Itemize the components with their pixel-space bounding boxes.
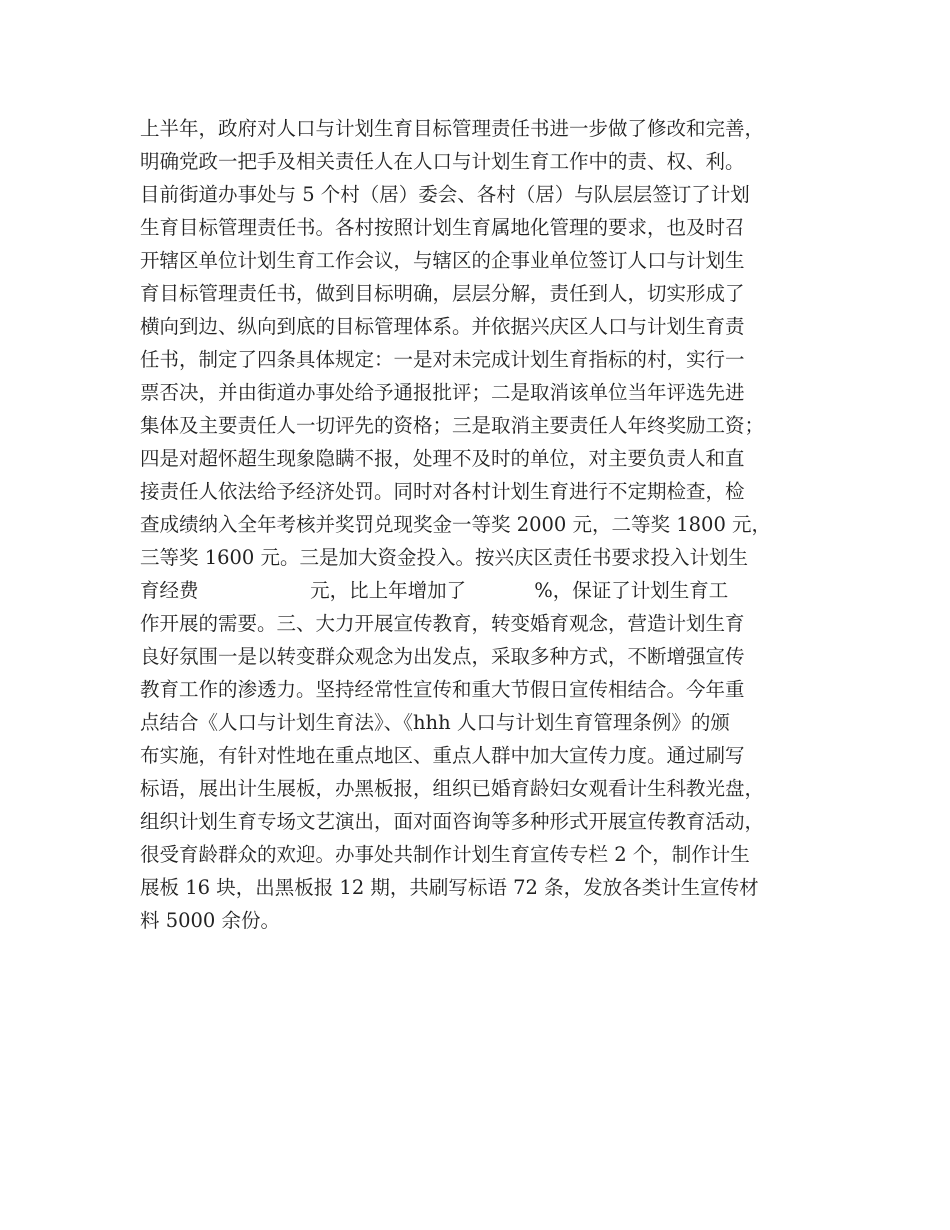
text-line: 料 5000 余份。 (140, 909, 281, 932)
text-line: 作开展的需要。三、大力开展宣传教育，转变婚育观念，营造计划生育 (140, 612, 745, 635)
text-line: 育经费 元，比上年增加了 %，保证了计划生育工 (140, 579, 729, 602)
text-line: 很受育龄群众的欢迎。办事处共制作计划生育宣传专栏 2 个，制作计生 (140, 843, 750, 866)
text-line: 育目标管理责任书，做到目标明确，层层分解，责任到人，切实形成了 (140, 282, 745, 305)
text-line: 展板 16 块，出黑板报 12 期，共刷写标语 72 条，发放各类计生宣传材 (140, 876, 759, 899)
text-line: 接责任人依法给予经济处罚。同时对各村计划生育进行不定期检查，检 (140, 480, 745, 503)
text-line: 三等奖 1600 元。三是加大资金投入。按兴庆区责任书要求投入计划生 (140, 546, 749, 569)
text-line: 良好氛围一是以转变群众观念为出发点，采取多种方式，不断增强宣传 (140, 645, 745, 668)
text-line: 布实施，有针对性地在重点地区、重点人群中加大宣传力度。通过刷写 (140, 744, 745, 767)
text-line: 标语，展出计生展板，办黑板报，组织已婚育龄妇女观看计生科教光盘， (140, 777, 765, 800)
text-line: 上半年，政府对人口与计划生育目标管理责任书进一步做了修改和完善， (140, 117, 765, 140)
body-paragraph (140, 112, 840, 937)
text-line: 生育目标管理责任书。各村按照计划生育属地化管理的要求，也及时召 (140, 216, 745, 239)
text-line: 横向到边、纵向到底的目标管理体系。并依据兴庆区人口与计划生育责 (140, 315, 745, 338)
text-line: 组织计划生育专场文艺演出，面对面咨询等多种形式开展宣传教育活动， (140, 810, 765, 833)
text-line: 查成绩纳入全年考核并奖罚兑现奖金一等奖 2000 元，二等奖 1800 元， (140, 513, 772, 536)
text-line: 教育工作的渗透力。坚持经常性宣传和重大节假日宣传相结合。今年重 (140, 678, 745, 701)
text-line: 四是对超怀超生现象隐瞒不报，处理不及时的单位，对主要负责人和直 (140, 447, 745, 470)
text-line: 集体及主要责任人一切评先的资格；三是取消主要责任人年终奖励工资； (140, 414, 765, 437)
text-line: 票否决，并由街道办事处给予通报批评；二是取消该单位当年评选先进 (140, 381, 745, 404)
text-line: 明确党政一把手及相关责任人在人口与计划生育工作中的责、权、利。 (140, 150, 745, 173)
text-line: 任书，制定了四条具体规定：一是对未完成计划生育指标的村，实行一 (140, 348, 745, 371)
text-line: 目前街道办事处与 5 个村（居）委会、各村（居）与队层层签订了计划 (140, 183, 750, 206)
text-line: 开辖区单位计划生育工作会议，与辖区的企事业单位签订人口与计划生 (140, 249, 745, 272)
text-line: 点结合《人口与计划生育法》、《hhh 人口与计划生育管理条例》的颁 (140, 711, 730, 734)
